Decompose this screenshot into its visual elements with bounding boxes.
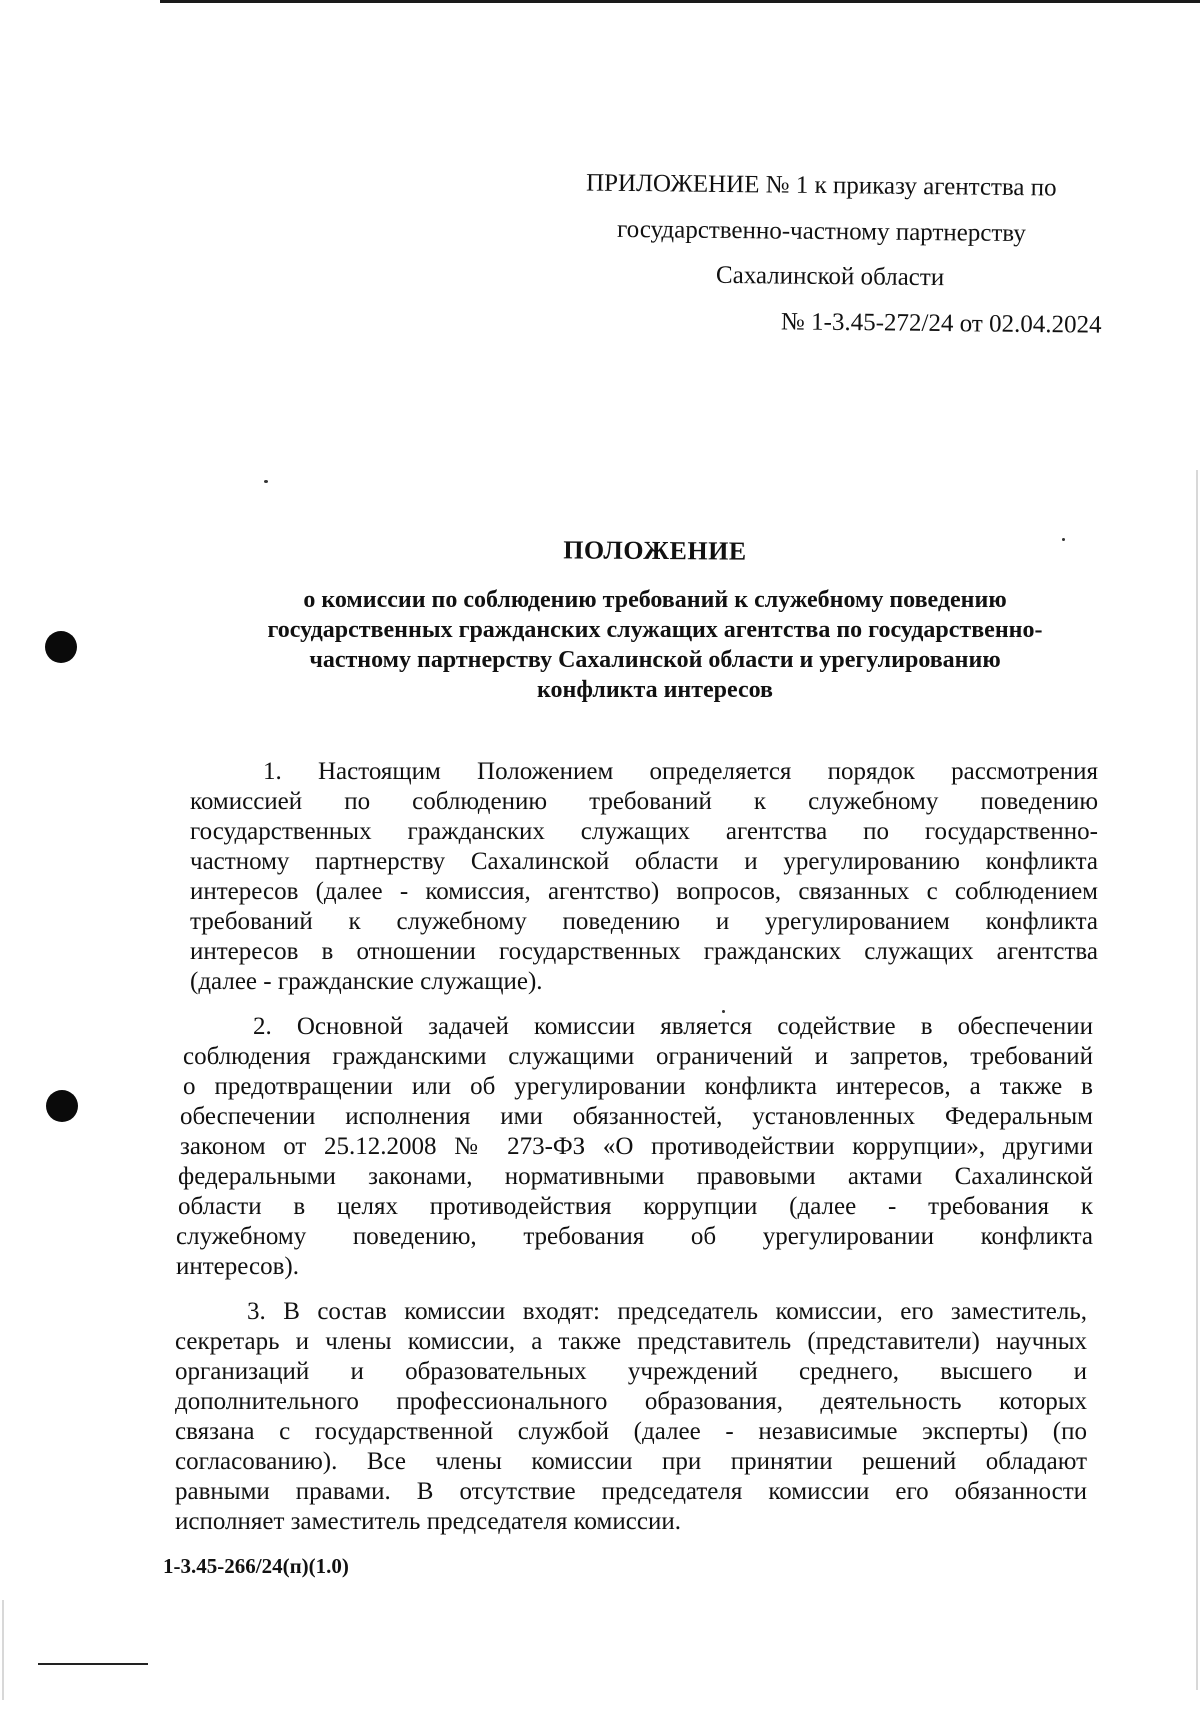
paragraph-line: законом от 25.12.2008 № 273-ФЗ «О противодействии коррупции», другими bbox=[180, 1133, 1093, 1160]
paragraph-line: служебному поведению, требования об урегулировании конфликта bbox=[176, 1223, 1093, 1250]
paragraph-line: 2. Основной задачей комиссии является содействие в обеспечении bbox=[253, 1013, 1093, 1040]
paragraph-line: требований к служебному поведению и урегулированием конфликта bbox=[190, 908, 1098, 935]
paragraph-line: организаций и образовательных учреждений среднего, высшего и bbox=[175, 1358, 1087, 1385]
document-code: 1-3.45-266/24(п)(1.0) bbox=[163, 1554, 349, 1578]
paragraph-line: равными правами. В отсутствие председателя комиссии его обязанности bbox=[175, 1478, 1087, 1505]
document-title: ПОЛОЖЕНИЕ bbox=[563, 535, 747, 566]
appendix-number-date: № 1-3.45-272/24 от 02.04.2024 bbox=[780, 308, 1102, 339]
paragraph-line: дополнительного профессионального образования, деятельность которых bbox=[175, 1388, 1087, 1415]
paragraph-line: исполняет заместитель председателя комиссии. bbox=[175, 1508, 681, 1535]
paragraph-line: согласованию). Все члены комиссии при принятии решений обладают bbox=[175, 1448, 1087, 1475]
paragraph-line: связана с государственной службой (далее - независимые эксперты) (по bbox=[175, 1418, 1087, 1445]
paragraph-line: частному партнерству Сахалинской области и урегулированию конфликта bbox=[190, 848, 1098, 875]
paragraph-line: интересов в отношении государственных гражданских служащих агентства bbox=[190, 938, 1098, 965]
paragraph-line: 1. Настоящим Положением определяется порядок рассмотрения bbox=[263, 758, 1098, 785]
paragraph-line: интересов). bbox=[176, 1253, 299, 1280]
paragraph-line: области в целях противодействия коррупции (далее - требования к bbox=[178, 1193, 1093, 1220]
scan-mark-bottom bbox=[38, 1663, 148, 1665]
appendix-line-2: государственно-частному партнерству bbox=[616, 215, 1026, 248]
paragraph-line: комиссией по соблюдению требований к служебному поведению bbox=[190, 788, 1098, 815]
paragraph-line: соблюдения гражданскими служащими ограничений и запретов, требований bbox=[183, 1043, 1093, 1070]
paragraph-line: обеспечении исполнения ими обязанностей, установленных Федеральным bbox=[180, 1103, 1093, 1130]
subtitle-line: государственных гражданских служащих агентства по государственно- bbox=[267, 617, 1043, 643]
subtitle-line: конфликта интересов bbox=[537, 677, 773, 703]
paragraph-line: 3. В состав комиссии входят: председатель комиссии, его заместитель, bbox=[247, 1298, 1087, 1325]
punch-hole bbox=[46, 1090, 78, 1122]
paragraph-line: секретарь и члены комиссии, а также представитель (представители) научных bbox=[175, 1328, 1087, 1355]
scan-speck bbox=[264, 480, 268, 483]
subtitle-line: о комиссии по соблюдению требований к служебному поведению bbox=[303, 587, 1007, 613]
paragraph-line: интересов (далее - комиссия, агентство) вопросов, связанных с соблюдением bbox=[190, 878, 1098, 905]
appendix-line-1: ПРИЛОЖЕНИЕ № 1 к приказу агентства по bbox=[585, 169, 1057, 202]
scan-edge-top bbox=[160, 0, 1200, 3]
appendix-line-3: Сахалинской области bbox=[715, 261, 945, 292]
paragraph-line: федеральными законами, нормативными правовыми актами Сахалинской bbox=[178, 1163, 1093, 1190]
paragraph-line: о предотвращении или об урегулировании конфликта интересов, а также в bbox=[183, 1073, 1093, 1100]
paragraph-line: государственных гражданских служащих агентства по государственно- bbox=[190, 818, 1098, 845]
scan-edge-left bbox=[2, 1600, 4, 1700]
paragraph-line: (далее - гражданские служащие). bbox=[190, 968, 543, 995]
subtitle-line: частному партнерству Сахалинской области и урегулированию bbox=[309, 647, 1001, 673]
